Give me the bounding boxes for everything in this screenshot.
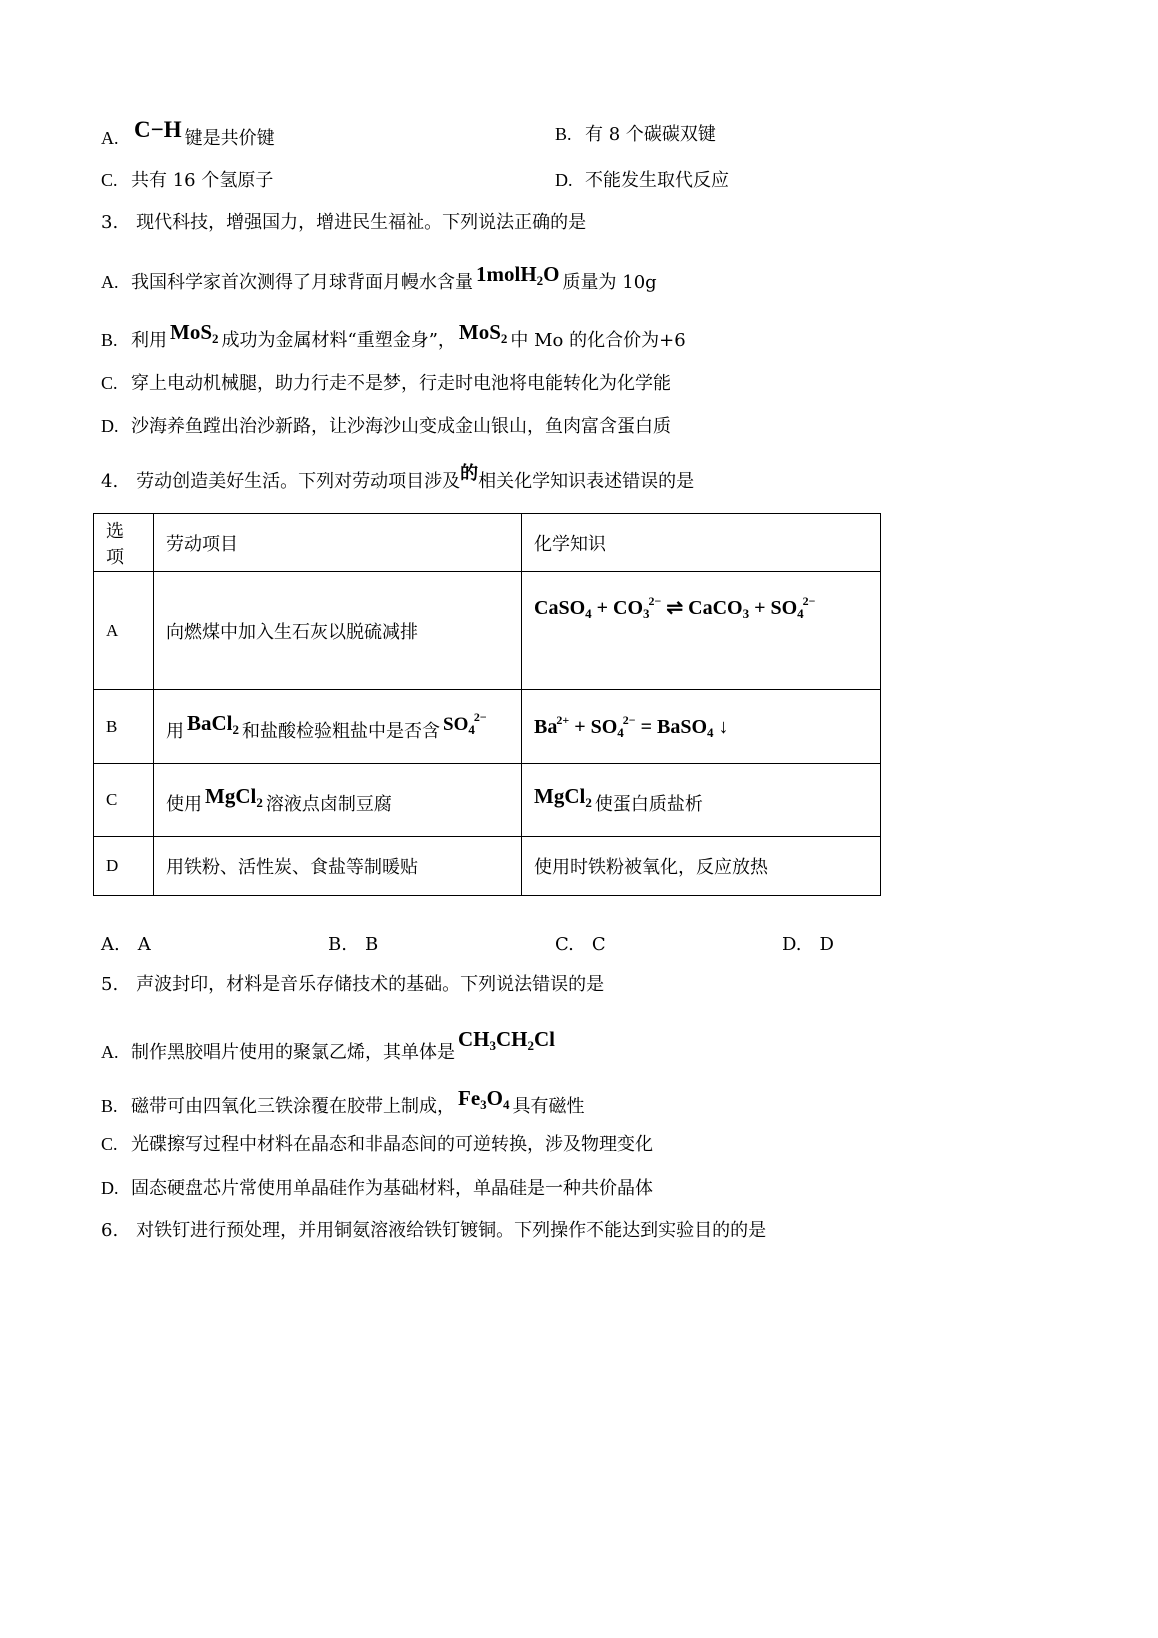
option-label: B. (555, 124, 572, 144)
option-text: 制作黑胶唱片使用的聚氯乙烯，其单体是 (131, 1042, 455, 1063)
q6-stem: 6. 对铁钉进行预处理，并用铜氨溶液给铁钉镀铜。下列操作不能达到实验目的的是 (101, 1220, 767, 1241)
q2-option-a (101, 118, 275, 151)
option-text-2: 成功为金属材料“重塑金身”， (221, 330, 456, 351)
row-project (154, 690, 522, 764)
q5-stem: 5. 声波封印，材料是音乐存储技术的基础。下列说法错误的是 (101, 974, 605, 995)
equilibrium-equation: CaSO$_4$ + $CO_3^{2-}$ ⇌ CaCO$_3$ + $SO_4^{2-}$ (534, 594, 816, 621)
knowledge-text: 使蛋白质盐析 (594, 794, 703, 815)
option-label: D. (101, 416, 119, 436)
option-text-3: 中 Mo 的化合价为+6 (510, 330, 686, 351)
header-option: 选项 (94, 514, 154, 572)
table-row (94, 837, 881, 896)
option-text: 沙海养鱼蹚出治沙新路，让沙海沙山变成金山银山，鱼肉富含蛋白质 (131, 416, 671, 437)
stem-particle: 的 (460, 463, 479, 484)
row-project (154, 764, 522, 837)
q3-option-d (101, 414, 671, 439)
mos2-formula: MoS$_2$ (170, 320, 219, 346)
header-knowledge: 化学知识 (522, 514, 881, 572)
project-text-2: 和盐酸检验粗盐中是否含 (242, 721, 441, 742)
option-text-2: 具有磁性 (512, 1096, 585, 1117)
option-label: D. (101, 1178, 119, 1198)
option-text: 不能发生取代反应 (585, 170, 729, 191)
q5-option-d (101, 1176, 653, 1201)
option-label: C. (101, 373, 118, 393)
option-label: D. (555, 170, 573, 190)
q4-answer-c: C. C (555, 934, 606, 955)
option-label: A. (101, 128, 119, 148)
q3-option-c (101, 371, 671, 396)
option-text: 光碟擦写过程中材料在晶态和非晶态间的可逆转换，涉及物理变化 (131, 1134, 653, 1155)
row-option: D (94, 837, 154, 896)
ch-bond-formula: C−H (134, 117, 182, 142)
table-row (94, 572, 881, 690)
row-knowledge (522, 572, 881, 690)
table-header-row (94, 514, 881, 572)
mos2-formula-2: MoS$_2$ (458, 320, 508, 346)
row-option: C (94, 764, 154, 837)
stem-text-2: 相关化学知识表述错误的是 (478, 471, 695, 492)
row-project: 用铁粉、活性炭、食盐等制暖贴 (154, 837, 522, 896)
row-project: 向燃煤中加入生石灰以脱硫减排 (154, 572, 522, 690)
option-text: 穿上电动机械腿，助力行走不是梦，行走时电池将电能转化为化学能 (131, 373, 671, 394)
water-formula: 1molH$_2$O (476, 262, 560, 288)
mgcl2-formula: MgCl$_2$ (534, 784, 592, 810)
sulfate-ion: $SO_4^{2-}$ (443, 710, 487, 737)
mgcl2-formula: MgCl$_2$ (205, 784, 263, 810)
option-text: 有 8 个碳碳双键 (585, 124, 716, 145)
q2-option-d (555, 168, 729, 193)
q3-option-b (101, 320, 686, 353)
q5-option-c (101, 1132, 653, 1157)
row-option: A (94, 572, 154, 690)
option-label: A. (101, 1042, 119, 1062)
table-row (94, 690, 881, 764)
chloroethane-formula: $CH_3CH_2Cl$ (458, 1027, 555, 1053)
option-text-2: 质量为 10g (562, 272, 657, 293)
q4-answer-d: D. D (782, 934, 834, 955)
bacl2-formula: BaCl$_2$ (187, 711, 240, 737)
option-label: C. (101, 170, 118, 190)
labor-table (93, 513, 881, 896)
option-text: 利用 (131, 330, 167, 351)
table-row (94, 764, 881, 837)
option-label: C. (101, 1134, 118, 1154)
q3-stem: 3. 现代科技，增强国力，增进民生福祉。下列说法正确的是 (101, 212, 587, 233)
header-project: 劳动项目 (154, 514, 522, 572)
row-knowledge (522, 764, 881, 837)
option-text: 我国科学家首次测得了月球背面月幔水含量 (131, 272, 473, 293)
q5-option-b (101, 1086, 585, 1119)
q3-option-a (101, 262, 657, 295)
option-text: 共有 16 个氢原子 (131, 170, 274, 191)
option-text: 磁带可由四氧化三铁涂覆在胶带上制成， (131, 1096, 455, 1117)
q2-option-b (555, 122, 716, 147)
row-knowledge (522, 690, 881, 764)
project-text: 用 (166, 721, 184, 742)
option-label: A. (101, 272, 119, 292)
stem-text: 4. 劳动创造美好生活。下列对劳动项目涉及 (101, 471, 461, 492)
q5-option-a (101, 1027, 558, 1065)
project-text-2: 溶液点卤制豆腐 (265, 794, 392, 815)
project-text: 使用 (166, 794, 202, 815)
q4-answer-b: B. B (328, 934, 379, 955)
q2-option-c (101, 168, 273, 193)
option-text: 键是共价键 (184, 128, 275, 149)
q4-answer-a: A. A (101, 934, 151, 955)
precipitation-equation: $Ba^{2+} + SO_4^{2-}$ = BaSO$_4$ ↓ (534, 712, 729, 740)
fe3o4-formula: $Fe_3O_4$ (458, 1086, 510, 1112)
option-label: B. (101, 330, 118, 350)
q4-stem (101, 462, 694, 494)
option-label: B. (101, 1096, 118, 1116)
row-option: B (94, 690, 154, 764)
row-knowledge: 使用时铁粉被氧化，反应放热 (522, 837, 881, 896)
option-text: 固态硬盘芯片常使用单晶硅作为基础材料，单晶硅是一种共价晶体 (131, 1178, 653, 1199)
